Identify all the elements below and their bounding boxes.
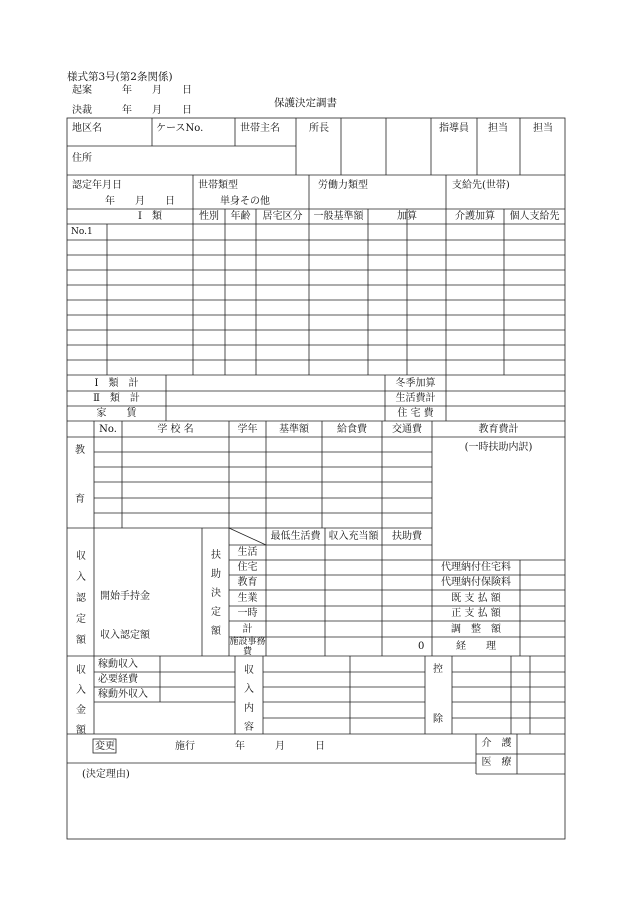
aid-decision-label-text: 扶 助 決 定 額 — [211, 550, 221, 637]
row-living: 生活 — [237, 547, 258, 558]
facility-fee-value: 0 — [418, 641, 425, 652]
row-housing: 住宅 — [237, 562, 258, 573]
household-head-label: 世帯主名 — [240, 123, 280, 134]
col-age: 年齢 — [230, 211, 251, 222]
edu-col-total: 教育費計 — [478, 424, 519, 435]
unearned-income-label: 稼動外収入 — [98, 689, 148, 700]
income-amount-label-text: 収 入 金 額 — [76, 665, 86, 736]
charge-label-2: 担当 — [533, 123, 553, 134]
income-content-vertical-label — [242, 661, 256, 737]
proxy-insurance-label: 代理納付保険料 — [441, 577, 511, 588]
edu-col-no: No. — [99, 424, 117, 435]
district-label: 地区名 — [72, 123, 102, 134]
charge-label-1: 担当 — [488, 123, 508, 134]
expenses-label: 必要経費 — [98, 674, 138, 685]
row-temporary: 一時 — [237, 608, 258, 619]
form-number: 様式第3号(第2条関係) — [67, 71, 173, 83]
edu-col-grade: 学年 — [237, 424, 258, 435]
supervisor-label: 指導員 — [439, 123, 469, 134]
row-education: 教育 — [237, 577, 258, 588]
col-min-living: 最低生活費 — [270, 531, 321, 542]
change-label: 変更 — [95, 741, 115, 752]
edu-col-transport: 交通費 — [392, 424, 422, 435]
class1-total-label: Ⅰ 類 計 — [94, 378, 139, 389]
draft-date: 起案 年 月 日 — [72, 85, 192, 96]
approval-date: 決裁 年 月 日 — [72, 105, 192, 116]
start-fund-label: 開始手持金 — [100, 591, 150, 602]
rent-label: 家 賃 — [96, 408, 137, 419]
col-standard: 一般基準額 — [313, 211, 364, 222]
adjustment-label: 調 整 額 — [451, 624, 501, 635]
aid-decision-vertical-label — [209, 546, 223, 641]
row-occupation: 生業 — [237, 593, 258, 604]
deduction-label-top: 控 — [433, 664, 443, 675]
income-cert-vertical-label — [74, 546, 88, 651]
class2-total-label: Ⅱ 類 計 — [93, 393, 140, 404]
accounting-label: 経 理 — [456, 641, 496, 652]
labor-type-label: 労働力類型 — [318, 180, 368, 191]
page-title: 保護決定調書 — [274, 97, 337, 109]
member-row-no: No.1 — [71, 227, 93, 237]
proxy-housing-label: 代理納付住宅料 — [441, 562, 511, 573]
paid-amount-label: 既 支 払 額 — [451, 593, 501, 604]
col-sex: 性別 — [199, 211, 219, 222]
cert-date-label: 認定年月日 — [72, 180, 122, 191]
deduction-label-bottom: 除 — [433, 714, 443, 725]
row-facility-fee: 施設事務費 — [229, 637, 266, 657]
medical-label: 医 療 — [481, 757, 512, 768]
cert-date-value: 年 月 日 — [105, 196, 175, 207]
edu-col-lunch: 給食費 — [337, 424, 367, 435]
col-class1: Ⅰ 類 — [138, 211, 162, 222]
col-aid-amount: 扶助費 — [392, 531, 422, 542]
director-label: 所長 — [309, 123, 329, 134]
household-type-label: 世帯類型 — [198, 180, 238, 191]
care-label: 介 護 — [481, 738, 512, 749]
education-label-bottom: 育 — [75, 494, 85, 505]
case-no-label: ケースNo. — [156, 123, 204, 134]
income-cert-amount-label: 収入認定額 — [100, 630, 150, 641]
income-amount-vertical-label — [74, 661, 88, 741]
col-personal-payee: 個人支給先 — [509, 211, 560, 222]
temporary-aid-detail: (一時扶助内訳) — [464, 442, 533, 453]
income-cert-label-text: 収 入 認 定 額 — [76, 551, 86, 646]
edu-col-standard: 基準額 — [279, 424, 309, 435]
col-residence: 居宅区分 — [262, 211, 303, 222]
decision-reason-label: (決定理由) — [82, 769, 130, 780]
earned-income-label: 稼動収入 — [98, 659, 138, 670]
net-payment-label: 正 支 払 額 — [451, 608, 501, 619]
col-income-applied: 収入充当額 — [328, 531, 379, 542]
payee-label: 支給先(世帯) — [452, 180, 510, 191]
effective-date: 施行 年 月 日 — [175, 741, 325, 752]
address-label: 住所 — [72, 153, 92, 164]
income-content-label-text: 収 入 内 容 — [244, 665, 254, 733]
household-type-value: 単身その他 — [220, 196, 270, 207]
education-label-top: 教 — [75, 445, 85, 456]
housing-cost-label: 住 宅 費 — [397, 408, 434, 419]
col-addition: 加算 — [397, 211, 417, 222]
row-total: 計 — [242, 624, 253, 635]
winter-addition-label: 冬季加算 — [395, 378, 436, 389]
edu-col-school: 学 校 名 — [157, 424, 194, 435]
living-total-label: 生活費計 — [395, 393, 436, 404]
col-care-addition: 介護加算 — [455, 211, 495, 222]
